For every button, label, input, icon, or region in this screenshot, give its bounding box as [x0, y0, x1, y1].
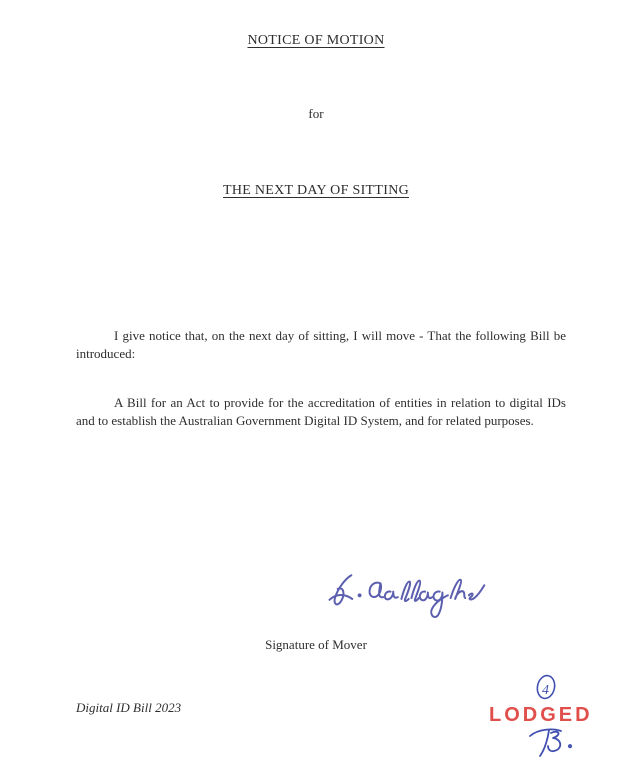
lodged-stamp: LODGED [489, 704, 593, 726]
bill-reference: Digital ID Bill 2023 [76, 700, 182, 715]
signature-caption: Signature of Mover [265, 637, 367, 652]
notice-paragraph-line-2: introduced: [76, 346, 136, 361]
circled-number-annotation [533, 674, 559, 704]
clerk-initials-handwriting [528, 726, 576, 760]
preposition-line: for [308, 106, 324, 121]
bill-description-paragraph [76, 394, 566, 430]
document-title [0, 33, 632, 49]
notice-paragraph [76, 327, 566, 363]
bill-description-line-1: A Bill for an Act to provide for the accreditation of entities in relation to digital IDs [114, 395, 566, 410]
notice-paragraph-line-1: I give notice that, on the next day of sitting, I will move - That the following Bill be [114, 328, 566, 343]
bill-description-line-2: and to establish the Australian Government Digital ID System, and for related purposes. [76, 413, 534, 428]
document-title-text: NOTICE OF MOTION [247, 33, 385, 48]
document-subtitle [0, 183, 632, 199]
circled-number-text: 4 [542, 683, 549, 698]
document-subtitle-text: THE NEXT DAY OF SITTING [222, 183, 410, 198]
initials-ink-strokes [530, 729, 571, 756]
signature-ink-strokes [329, 575, 484, 617]
signature-handwriting [324, 556, 488, 620]
